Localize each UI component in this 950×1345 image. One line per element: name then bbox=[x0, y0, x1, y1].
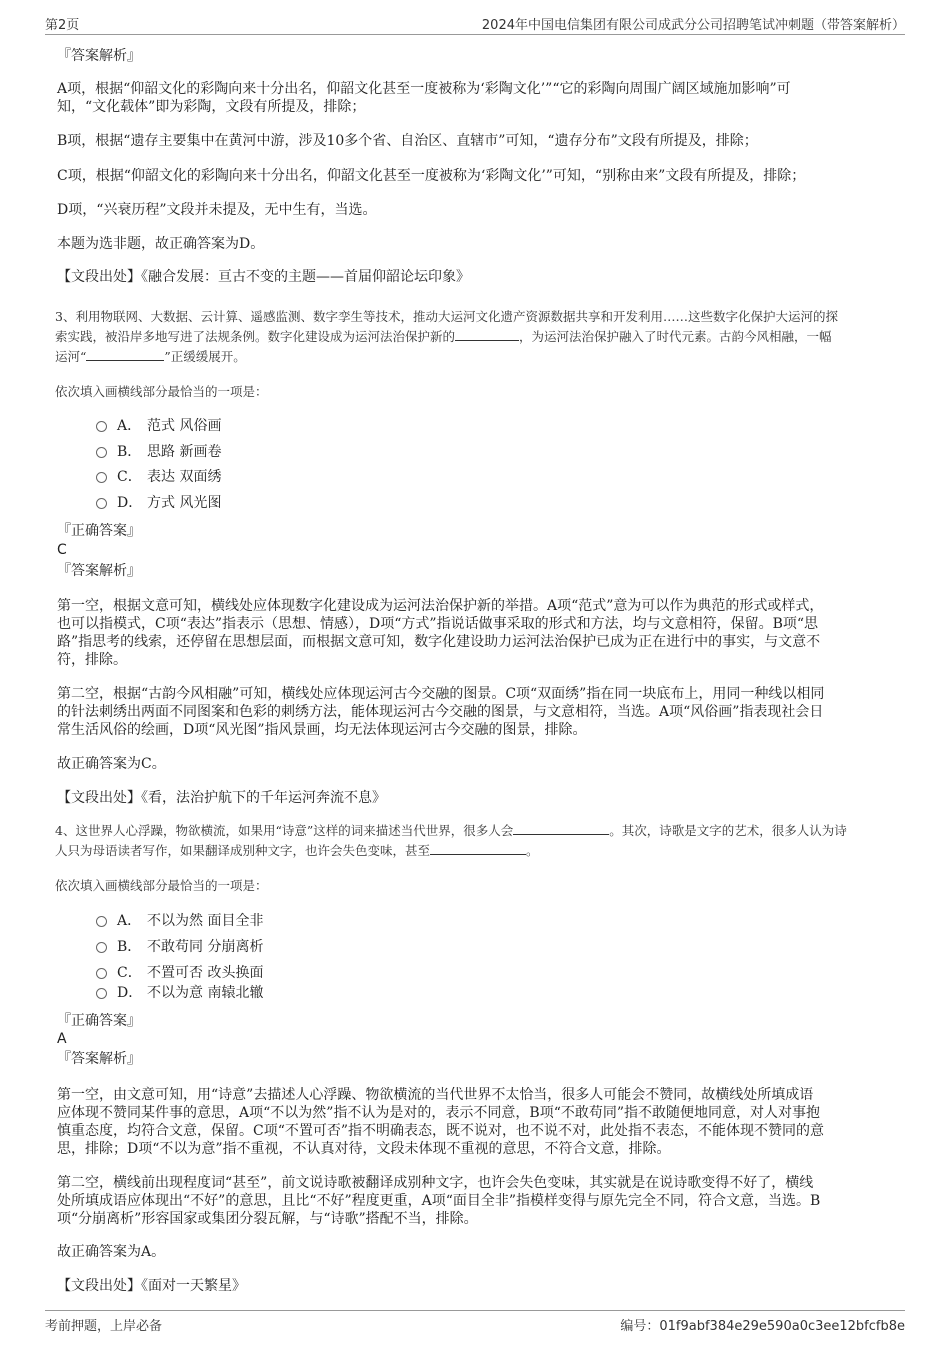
option-text: 不敢苟同 分崩离析 bbox=[147, 939, 264, 955]
option-letter: A． bbox=[117, 913, 142, 929]
q2-analysis-b: B项，根据“遗存主要集中在黄河中游，涉及10多个省、自治区、直辖市”可知，“遗存分布”文段有所提及，排除； bbox=[57, 133, 758, 149]
q4-analysis-p2 bbox=[57, 1174, 892, 1228]
q3-analysis-label: 『答案解析』 bbox=[57, 563, 141, 579]
radio-icon[interactable] bbox=[96, 988, 107, 999]
option-letter: B． bbox=[117, 444, 142, 460]
option-text: 范式 风俗画 bbox=[147, 418, 222, 434]
q3-option-c[interactable] bbox=[96, 468, 221, 486]
q3-stem-3b: ”正缓缓展开。 bbox=[164, 349, 246, 364]
q4-stem-line1 bbox=[55, 821, 897, 841]
q4-p1-line: 第一空，由文意可知，用“诗意”去描述人心浮躁、物欲横流的当代世界不太恰当，很多人可能会不赞同，故横线处所填成语 bbox=[57, 1087, 814, 1103]
q3-stem-2b: ，为运河法治保护融入了时代元素。古韵今风相融，一幅 bbox=[519, 329, 832, 344]
q4-stem-1a: 4、这世界人心浮躁，物欲横流，如果用“诗意”这样的词来描述当代世界，很多人会 bbox=[55, 823, 514, 838]
option-letter: C． bbox=[117, 469, 142, 485]
q4-option-b[interactable] bbox=[96, 938, 263, 956]
q3-stem-2a: 索实践，被沿岸多地写进了法规条例。数字化建设成为运河法治保护新的 bbox=[55, 329, 456, 344]
q2-conclusion: 本题为选非题，故正确答案为D。 bbox=[57, 236, 265, 252]
q2-analysis-c: C项，根据“仰韶文化的彩陶向来十分出名，仰韶文化甚至一度被称为‘彩陶文化’”可知，“别称由来”文段有所提及，排除； bbox=[57, 168, 806, 184]
option-text: 表达 双面绣 bbox=[147, 469, 222, 485]
q3-analysis-p2 bbox=[57, 685, 892, 739]
q3-p2-line: 的针法刺绣出两面不同图案和色彩的刺绣方法，能体现运河古今交融的图景，与文意相符，当选。A项“风俗画”指表现社会日 bbox=[57, 704, 824, 720]
q4-stem-line2 bbox=[55, 841, 897, 861]
q3-stem bbox=[55, 307, 897, 367]
option-letter: A． bbox=[117, 418, 142, 434]
page-header bbox=[45, 12, 905, 35]
q3-p1-line: 也可以指模式，C项“表达”指表示（思想、情感），D项“方式”指说话做事采取的形式和方法，均与文意相符，保留。B项“思 bbox=[57, 616, 819, 632]
q4-answer: A bbox=[57, 1031, 67, 1047]
footer-code-value: 01f9abf384e29e590a0c3ee12bfcfb8e bbox=[659, 1319, 905, 1334]
q3-option-b[interactable] bbox=[96, 443, 221, 461]
radio-icon[interactable] bbox=[96, 942, 107, 953]
blank-1 bbox=[513, 822, 609, 835]
q3-p2-line: 常生活风俗的绘画，D项“风光图”指风景画，均无法体现运河古今交融的图景，排除。 bbox=[57, 722, 587, 738]
q4-stem bbox=[55, 821, 897, 861]
option-text: 不以为意 南辕北辙 bbox=[147, 985, 264, 1001]
footer-code-label: 编号： bbox=[620, 1319, 660, 1334]
q2-source: 【文段出处】《融合发展：亘古不变的主题——首届仰韶论坛印象》 bbox=[57, 269, 470, 285]
blank-1 bbox=[455, 328, 519, 341]
q3-analysis-p1 bbox=[57, 597, 892, 669]
option-letter: C． bbox=[117, 965, 142, 981]
q2-analysis-a-line2: 知，“文化载体”即为彩陶，文段有所提及，排除； bbox=[57, 99, 366, 115]
q3-p1-line: 路”指思考的线索，还停留在思想层面，而根据文意可知，数字化建设助力运河法治保护已成为正在进行中的事实，与文意不 bbox=[57, 634, 821, 650]
radio-icon[interactable] bbox=[96, 498, 107, 509]
q4-stem-1b: 。其次，诗歌是文字的艺术，很多人认为诗 bbox=[609, 823, 847, 838]
q3-option-d[interactable] bbox=[96, 494, 221, 512]
radio-icon[interactable] bbox=[96, 447, 107, 458]
q3-stem-line1: 3、利用物联网、大数据、云计算、遥感监测、数字孪生等技术，推动大运河文化遗产资源数据共享和开发利用……这些数字化保护大运河的探 bbox=[55, 309, 838, 324]
q3-prompt: 依次填入画横线部分最恰当的一项是： bbox=[55, 384, 268, 399]
q3-source: 【文段出处】《看，法治护航下的千年运河奔流不息》 bbox=[57, 790, 386, 806]
q4-answer-label: 『正确答案』 bbox=[57, 1013, 141, 1029]
q3-p1-line: 符，排除。 bbox=[57, 652, 127, 668]
document-title: 2024年中国电信集团有限公司成武分公司招聘笔试冲刺题（带答案解析） bbox=[481, 18, 905, 33]
q3-option-a[interactable] bbox=[96, 417, 221, 435]
q2-analysis-a bbox=[57, 80, 892, 116]
q4-analysis-p1 bbox=[57, 1086, 892, 1158]
q4-option-c[interactable] bbox=[96, 964, 263, 982]
q4-conclusion: 故正确答案为A。 bbox=[57, 1244, 166, 1260]
analysis-label: 『答案解析』 bbox=[57, 48, 141, 64]
q4-p2-line: 第二空，横线前出现程度词“甚至”，前文说诗歌被翻译成别种文字，也许会失色变味，其实就是在说诗歌变得不好了，横线 bbox=[57, 1175, 814, 1191]
blank-2 bbox=[430, 842, 526, 855]
radio-icon[interactable] bbox=[96, 968, 107, 979]
q4-stem-2a: 人只为母语读者写作，如果翻译成别种文字，也许会失色变味，甚至 bbox=[55, 843, 431, 858]
option-letter: B． bbox=[117, 939, 142, 955]
radio-icon[interactable] bbox=[96, 472, 107, 483]
q3-conclusion: 故正确答案为C。 bbox=[57, 756, 166, 772]
q4-stem-2b: 。 bbox=[526, 843, 539, 858]
q3-stem-line2 bbox=[55, 327, 897, 347]
q4-p1-line: 慎重态度，均符合文意，保留。C项“不置可否”指不明确表态，既不说对，也不说不对，此处指不表态，不能体现不赞同的意 bbox=[57, 1123, 825, 1139]
q3-answer-label: 『正确答案』 bbox=[57, 523, 141, 539]
q3-answer: C bbox=[57, 542, 67, 558]
option-text: 不以为然 面目全非 bbox=[147, 913, 264, 929]
option-letter: D． bbox=[117, 985, 143, 1001]
q4-option-d[interactable] bbox=[96, 984, 263, 1002]
q4-prompt: 依次填入画横线部分最恰当的一项是： bbox=[55, 878, 268, 893]
blank-2 bbox=[86, 348, 164, 361]
q4-option-a[interactable] bbox=[96, 912, 263, 930]
q3-p1-line: 第一空，根据文意可知，横线处应体现数字化建设成为运河法治保护新的举措。A项“范式”意为可以作为典范的形式或样式， bbox=[57, 598, 824, 614]
footer-code bbox=[620, 1315, 905, 1334]
radio-icon[interactable] bbox=[96, 916, 107, 927]
option-text: 思路 新画卷 bbox=[147, 444, 222, 460]
q2-analysis-a-line1: A项，根据“仰韶文化的彩陶向来十分出名，仰韶文化甚至一度被称为‘彩陶文化’”“它的彩陶向周围广阔区域施加影响”可 bbox=[57, 81, 791, 97]
page-number: 第2页 bbox=[45, 18, 80, 33]
q4-source: 【文段出处】《面对一天繁星》 bbox=[57, 1278, 246, 1294]
option-text: 方式 风光图 bbox=[147, 495, 222, 511]
q3-stem-line3 bbox=[55, 347, 897, 367]
option-letter: D． bbox=[117, 495, 143, 511]
q4-p2-line: 项“分崩离析”形容国家或集团分裂瓦解，与“诗歌”搭配不当，排除。 bbox=[57, 1211, 478, 1227]
q4-p1-line: 应体现不赞同某件事的意思，A项“不以为然”指不认为是对的，表示不同意，B项“不敢苟同”指不敢随便地同意，对人对事抱 bbox=[57, 1105, 821, 1121]
q4-analysis-label: 『答案解析』 bbox=[57, 1051, 141, 1067]
q2-analysis-d: D项，“兴衰历程”文段并未提及，无中生有，当选。 bbox=[57, 202, 377, 218]
q4-p1-line: 思，排除；D项“不以为意”指不重视，不认真对待，文段未体现不重视的意思，不符合文意，排除。 bbox=[57, 1141, 671, 1157]
q3-p2-line: 第二空，根据“古韵今风相融”可知，横线处应体现运河古今交融的图景。C项“双面绣”指在同一块底布上，用同一种线以相同 bbox=[57, 686, 825, 702]
footer-slogan: 考前押题，上岸必备 bbox=[45, 1319, 163, 1334]
page-footer bbox=[45, 1310, 905, 1337]
radio-icon[interactable] bbox=[96, 421, 107, 432]
option-text: 不置可否 改头换面 bbox=[147, 965, 264, 981]
q4-p2-line: 处所填成语应体现出“不好”的意思，且比“不好”程度更重，A项“面目全非”指模样变得与原先完全不同，符合文意，当选。B bbox=[57, 1193, 821, 1209]
q3-stem-3a: 运河“ bbox=[55, 349, 87, 364]
